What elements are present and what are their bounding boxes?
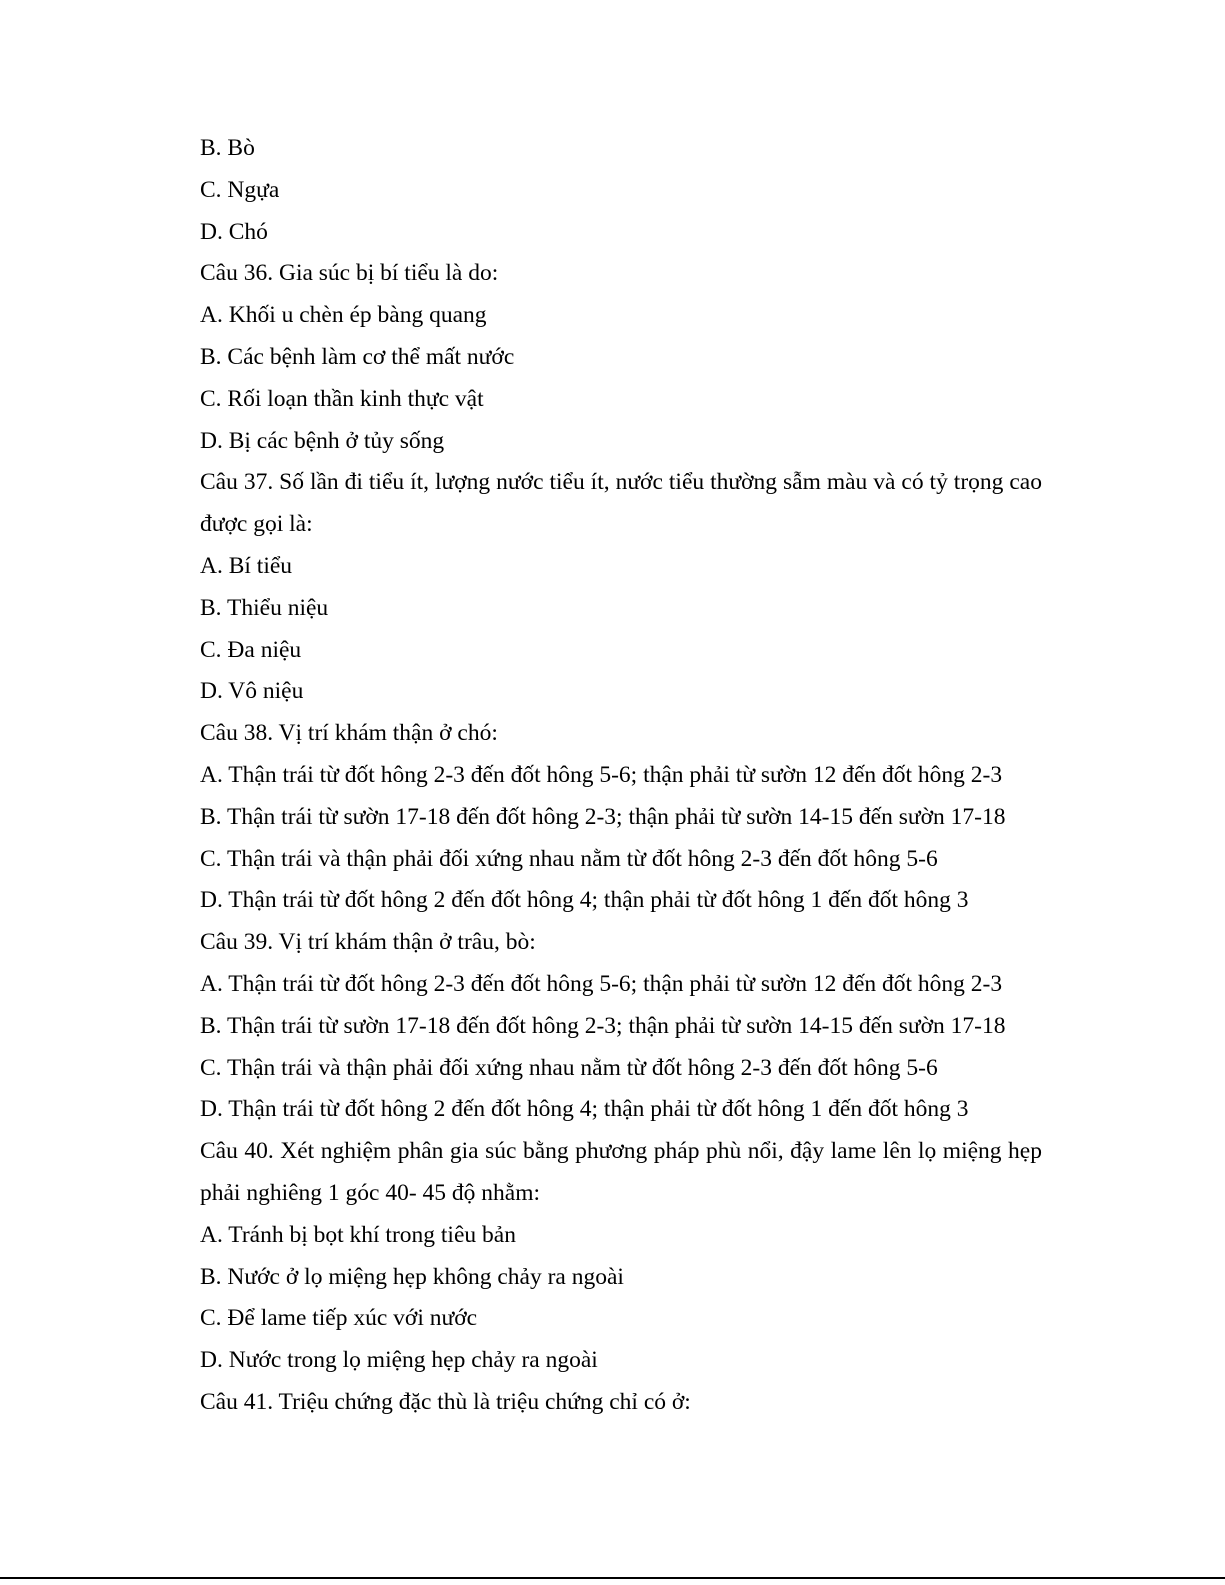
- answer-option: D. Nước trong lọ miệng hẹp chảy ra ngoài: [200, 1347, 598, 1374]
- question-41: Câu 41. Triệu chứng đặc thù là triệu chứng chỉ có ở:: [200, 1388, 691, 1415]
- answer-option: A. Bí tiểu: [200, 552, 293, 579]
- answer-option: A. Thận trái từ đốt hông 2-3 đến đốt hông 5-6; thận phải từ sườn 12 đến đốt hông 2-3: [200, 970, 1003, 997]
- answer-option: C. Thận trái và thận phải đối xứng nhau nằm từ đốt hông 2-3 đến đốt hông 5-6: [200, 845, 938, 872]
- question-40: Câu 40. Xét nghiệm phân gia súc bằng phương pháp phù nổi, đậy lame lên lọ miệng hẹp phải nghiêng 1 góc 40- 45 độ nhằm:: [200, 1138, 1042, 1206]
- answer-option: D. Vô niệu: [200, 678, 304, 705]
- answer-option: B. Thận trái từ sườn 17-18 đến đốt hông 2-3; thận phải từ sườn 14-15 đến sườn 17-18: [200, 1012, 1006, 1039]
- answer-option: B. Thiểu niệu: [200, 594, 329, 621]
- answer-option: A. Thận trái từ đốt hông 2-3 đến đốt hông 5-6; thận phải từ sườn 12 đến đốt hông 2-3: [200, 761, 1003, 788]
- document-body: [200, 128, 1060, 1424]
- question-38: Câu 38. Vị trí khám thận ở chó:: [200, 720, 498, 747]
- answer-option: C. Rối loạn thần kinh thực vật: [200, 385, 484, 412]
- question-39: Câu 39. Vị trí khám thận ở trâu, bò:: [200, 929, 536, 956]
- question-36: Câu 36. Gia súc bị bí tiểu là do:: [200, 260, 499, 287]
- answer-option: B. Các bệnh làm cơ thể mất nước: [200, 343, 515, 370]
- page-bottom-border: [0, 1577, 1225, 1579]
- answer-option: C. Để lame tiếp xúc với nước: [200, 1305, 478, 1332]
- answer-option: B. Bò: [200, 135, 255, 161]
- answer-option: D. Thận trái từ đốt hông 2 đến đốt hông 4; thận phải từ đốt hông 1 đến đốt hông 3: [200, 887, 969, 914]
- answer-option: C. Đa niệu: [200, 636, 302, 663]
- answer-option: C. Thận trái và thận phải đối xứng nhau nằm từ đốt hông 2-3 đến đốt hông 5-6: [200, 1054, 938, 1081]
- answer-option: B. Thận trái từ sườn 17-18 đến đốt hông 2-3; thận phải từ sườn 14-15 đến sườn 17-18: [200, 803, 1006, 830]
- answer-option: B. Nước ở lọ miệng hẹp không chảy ra ngoài: [200, 1263, 624, 1290]
- question-37: Câu 37. Số lần đi tiểu ít, lượng nước tiểu ít, nước tiểu thường sẫm màu và có tỷ trọng cao được gọi là:: [200, 469, 1042, 538]
- answer-option: A. Tránh bị bọt khí trong tiêu bản: [200, 1221, 516, 1248]
- answer-option: C. Ngựa: [200, 176, 280, 203]
- answer-option: D. Bị các bệnh ở tủy sống: [200, 427, 445, 454]
- answer-option: D. Chó: [200, 218, 268, 245]
- answer-option: D. Thận trái từ đốt hông 2 đến đốt hông 4; thận phải từ đốt hông 1 đến đốt hông 3: [200, 1096, 969, 1123]
- answer-option: A. Khối u chèn ép bàng quang: [200, 302, 487, 329]
